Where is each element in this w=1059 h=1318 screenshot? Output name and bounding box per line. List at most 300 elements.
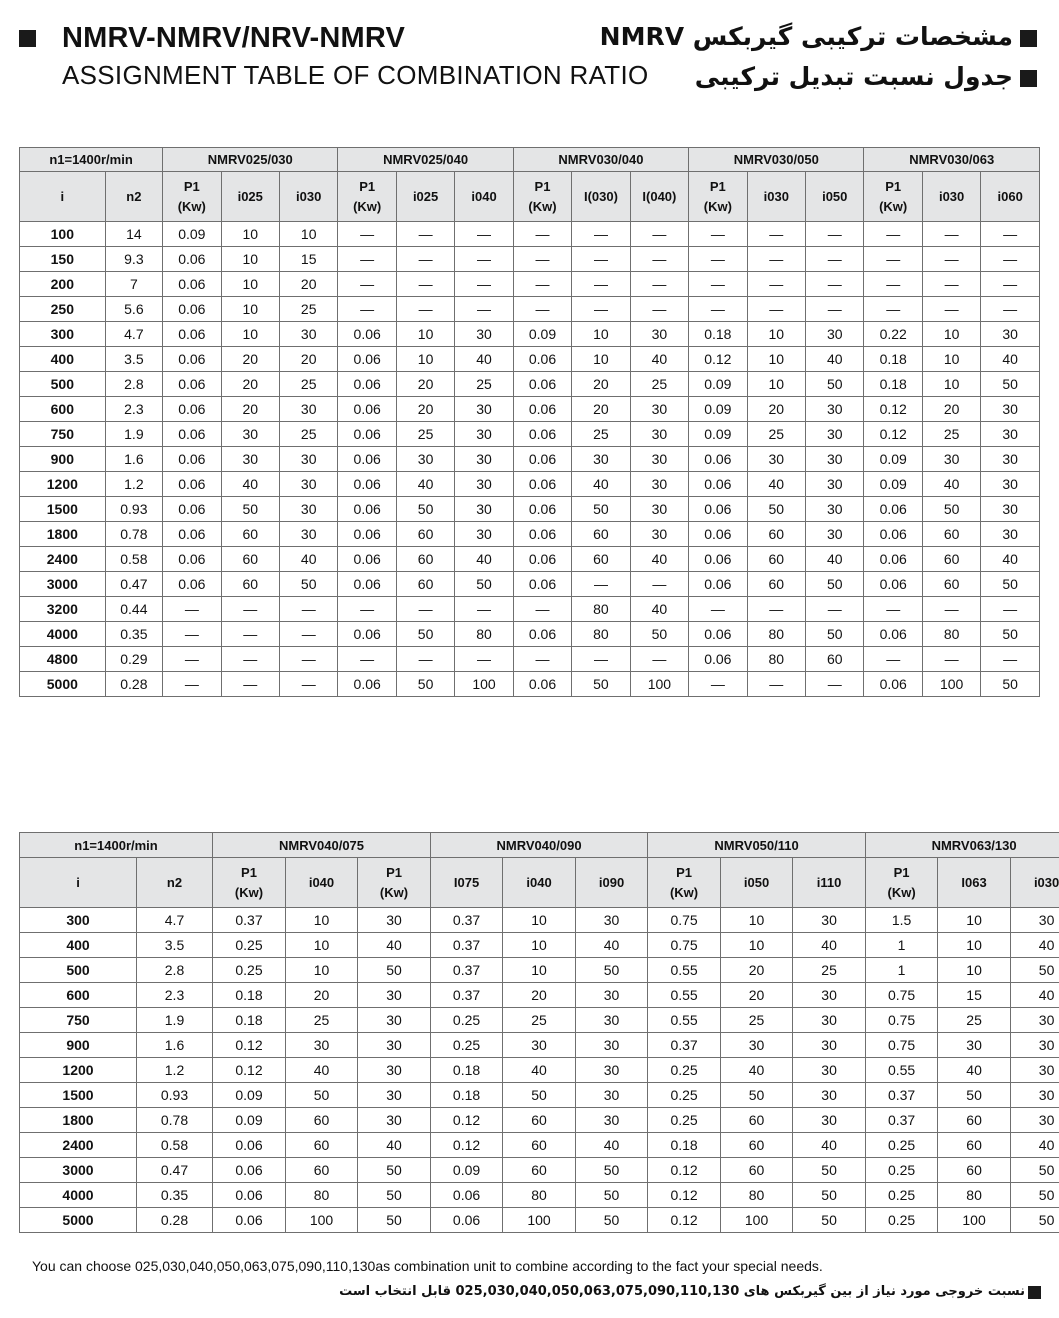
table-cell: —: [981, 272, 1040, 297]
ratio-cell: 4800: [20, 647, 106, 672]
combination-ratio-table-2: [19, 832, 1059, 1233]
table-cell: 0.06: [513, 497, 571, 522]
table-cell: 10: [572, 347, 630, 372]
table-cell: 60: [503, 1158, 576, 1183]
table-cell: 20: [221, 372, 279, 397]
table-row: [20, 297, 1040, 322]
table-cell: 60: [503, 1133, 576, 1158]
table-row: [20, 447, 1040, 472]
table-cell: 0.06: [163, 547, 221, 572]
table-cell: 60: [721, 1133, 793, 1158]
table-cell: 10: [221, 297, 279, 322]
table-cell: —: [747, 597, 805, 622]
table-cell: 0.55: [648, 1008, 721, 1033]
table-cell: 0.25: [431, 1033, 503, 1058]
table-cell: —: [572, 222, 630, 247]
output-speed-cell: 0.29: [105, 647, 162, 672]
table-cell: —: [513, 597, 571, 622]
table-cell: 0.18: [431, 1058, 503, 1083]
table-cell: 0.06: [163, 397, 221, 422]
table-row: [20, 372, 1040, 397]
table-row: [20, 1033, 1059, 1058]
table-cell: 0.25: [866, 1133, 938, 1158]
sub-column-header: I(040): [630, 172, 688, 222]
table-cell: —: [455, 297, 513, 322]
ratio-cell: 500: [20, 372, 106, 397]
table-cell: 20: [572, 372, 630, 397]
table-cell: 1.5: [866, 908, 938, 933]
table-cell: —: [922, 647, 980, 672]
output-speed-cell: 9.3: [105, 247, 162, 272]
table-cell: 40: [503, 1058, 576, 1083]
table-row: [20, 347, 1040, 372]
table-cell: 30: [572, 447, 630, 472]
table-cell: 80: [286, 1183, 358, 1208]
output-speed-cell: 7: [105, 272, 162, 297]
table-cell: 40: [806, 547, 864, 572]
table-row: [20, 958, 1059, 983]
page-subtitle: ASSIGNMENT TABLE OF COMBINATION RATIO: [62, 60, 649, 90]
table-cell: —: [338, 597, 396, 622]
table-cell: —: [922, 247, 980, 272]
table-cell: 0.12: [864, 397, 922, 422]
table-cell: 30: [279, 447, 337, 472]
table-cell: —: [689, 297, 747, 322]
table-cell: —: [572, 572, 630, 597]
table-cell: 0.06: [513, 447, 571, 472]
table-cell: —: [981, 222, 1040, 247]
table-cell: 40: [747, 472, 805, 497]
table-cell: 0.06: [338, 397, 396, 422]
ratio-cell: 4000: [20, 1183, 137, 1208]
ratio-column-header: i: [20, 858, 137, 908]
table-cell: 30: [793, 1108, 866, 1133]
table-cell: —: [864, 247, 922, 272]
ratio-cell: 600: [20, 983, 137, 1008]
table-cell: —: [922, 222, 980, 247]
table-cell: 30: [221, 422, 279, 447]
ratio-cell: 2400: [20, 547, 106, 572]
table-cell: 10: [221, 322, 279, 347]
table-cell: —: [338, 247, 396, 272]
table-cell: 0.06: [163, 272, 221, 297]
table-cell: 50: [938, 1083, 1011, 1108]
table-cell: 10: [221, 272, 279, 297]
table-cell: —: [396, 247, 454, 272]
table-cell: 10: [286, 933, 358, 958]
table-row: [20, 522, 1040, 547]
table-cell: —: [981, 247, 1040, 272]
table-cell: 0.12: [213, 1058, 286, 1083]
table-cell: 30: [630, 447, 688, 472]
table-cell: 30: [630, 322, 688, 347]
table-cell: 10: [396, 347, 454, 372]
table-cell: —: [221, 647, 279, 672]
table-cell: 30: [806, 397, 864, 422]
table-cell: 0.09: [689, 422, 747, 447]
table-cell: 0.12: [431, 1133, 503, 1158]
table-cell: 0.25: [213, 933, 286, 958]
table-cell: —: [747, 272, 805, 297]
table-cell: 0.06: [513, 547, 571, 572]
table-cell: 0.25: [866, 1208, 938, 1233]
sub-column-header: i050: [806, 172, 864, 222]
table-row: [20, 472, 1040, 497]
table-cell: —: [864, 647, 922, 672]
table-cell: 40: [630, 597, 688, 622]
table-cell: —: [981, 647, 1040, 672]
table-cell: —: [864, 222, 922, 247]
table-cell: 30: [358, 908, 431, 933]
table-cell: 30: [455, 497, 513, 522]
table-cell: 0.06: [513, 372, 571, 397]
table-cell: —: [338, 272, 396, 297]
table-cell: 30: [630, 497, 688, 522]
table-cell: 50: [1011, 1158, 1059, 1183]
table-cell: 100: [286, 1208, 358, 1233]
table-cell: 30: [576, 908, 648, 933]
table-cell: —: [455, 647, 513, 672]
table-cell: 40: [279, 547, 337, 572]
fa-footer-note: نسبت خروجی مورد نیاز از بین گیربکس های 025,030,040,050,063,075,090,110,130 قابل انتخاب است: [339, 1284, 1025, 1299]
table-cell: 30: [630, 422, 688, 447]
output-speed-cell: 14: [105, 222, 162, 247]
table-cell: 0.06: [338, 472, 396, 497]
ratio-cell: 300: [20, 908, 137, 933]
table-cell: 50: [981, 672, 1040, 697]
output-speed-cell: 0.47: [105, 572, 162, 597]
table-cell: 60: [286, 1108, 358, 1133]
table-cell: 40: [1011, 1133, 1059, 1158]
table-cell: —: [455, 597, 513, 622]
table-cell: 20: [396, 372, 454, 397]
table-cell: —: [513, 222, 571, 247]
table-cell: 0.06: [864, 622, 922, 647]
output-speed-cell: 1.6: [137, 1033, 213, 1058]
table-cell: 0.09: [864, 447, 922, 472]
table-cell: 80: [747, 622, 805, 647]
table-cell: 0.37: [866, 1108, 938, 1133]
table-cell: 50: [358, 1158, 431, 1183]
table-cell: 40: [630, 347, 688, 372]
table-cell: 0.06: [338, 347, 396, 372]
table-cell: —: [572, 247, 630, 272]
table-cell: 60: [286, 1158, 358, 1183]
table-cell: 30: [630, 397, 688, 422]
combination-ratio-table-1: [19, 147, 1040, 697]
table-cell: 30: [793, 908, 866, 933]
output-speed-cell: 0.28: [137, 1208, 213, 1233]
table-cell: —: [163, 597, 221, 622]
table-cell: —: [163, 647, 221, 672]
table-row: [20, 597, 1040, 622]
table-cell: 30: [279, 472, 337, 497]
table-cell: 80: [747, 647, 805, 672]
table-cell: 20: [747, 397, 805, 422]
table-cell: 50: [981, 622, 1040, 647]
table-cell: —: [689, 247, 747, 272]
ratio-cell: 400: [20, 933, 137, 958]
table-cell: 1: [866, 933, 938, 958]
table-cell: 10: [286, 958, 358, 983]
ratio-cell: 2400: [20, 1133, 137, 1158]
table-cell: 10: [922, 322, 980, 347]
table-cell: 30: [455, 322, 513, 347]
sub-column-header: i025: [396, 172, 454, 222]
table-cell: 0.06: [689, 547, 747, 572]
table-cell: 30: [938, 1033, 1011, 1058]
table-cell: 50: [503, 1083, 576, 1108]
table-cell: 20: [503, 983, 576, 1008]
ratio-cell: 900: [20, 447, 106, 472]
table-cell: 60: [572, 547, 630, 572]
sub-column-header: i030: [279, 172, 337, 222]
table-cell: 0.06: [338, 547, 396, 572]
ratio-cell: 100: [20, 222, 106, 247]
table-row: [20, 572, 1040, 597]
output-speed-cell: 0.78: [137, 1108, 213, 1133]
table-cell: —: [572, 647, 630, 672]
table-cell: 0.06: [163, 522, 221, 547]
table-cell: 30: [576, 983, 648, 1008]
table-cell: —: [806, 597, 864, 622]
fa-note-bullet-square: [1028, 1286, 1041, 1299]
table-cell: 30: [279, 397, 337, 422]
table-cell: —: [747, 297, 805, 322]
table-cell: 0.37: [431, 933, 503, 958]
table-cell: 40: [793, 933, 866, 958]
ratio-cell: 750: [20, 422, 106, 447]
table-cell: 0.09: [163, 222, 221, 247]
table-cell: 50: [576, 1183, 648, 1208]
table-cell: 60: [396, 572, 454, 597]
header-row-columns: [20, 172, 1040, 222]
table-cell: —: [221, 622, 279, 647]
table-cell: 0.06: [513, 572, 571, 597]
table-cell: 30: [358, 1058, 431, 1083]
table-cell: 40: [922, 472, 980, 497]
table-cell: 0.06: [513, 672, 571, 697]
table-cell: 0.18: [689, 322, 747, 347]
table-cell: 80: [455, 622, 513, 647]
output-speed-cell: 1.2: [105, 472, 162, 497]
table-cell: 100: [721, 1208, 793, 1233]
table-cell: 60: [922, 522, 980, 547]
table-cell: 0.18: [213, 983, 286, 1008]
table-cell: 0.75: [648, 933, 721, 958]
table-cell: 100: [630, 672, 688, 697]
table-cell: 60: [221, 572, 279, 597]
table-cell: 50: [793, 1208, 866, 1233]
sub-column-header: P1 (Kw): [648, 858, 721, 908]
table-cell: 30: [806, 447, 864, 472]
table-cell: 30: [279, 322, 337, 347]
output-speed-cell: 4.7: [137, 908, 213, 933]
table-row: [20, 672, 1040, 697]
table-cell: 60: [572, 522, 630, 547]
header-row-groups: [20, 148, 1040, 172]
sub-column-header: P1 (Kw): [163, 172, 221, 222]
table-cell: 50: [358, 1208, 431, 1233]
table-cell: 50: [576, 1158, 648, 1183]
table-cell: 0.06: [163, 472, 221, 497]
table-cell: 30: [981, 397, 1040, 422]
sub-column-header: i040: [503, 858, 576, 908]
table-row: [20, 1158, 1059, 1183]
table-row: [20, 647, 1040, 672]
output-speed-cell: 1.9: [105, 422, 162, 447]
ratio-cell: 1800: [20, 1108, 137, 1133]
output-speed-cell: 0.44: [105, 597, 162, 622]
table-cell: 30: [396, 447, 454, 472]
table-cell: 0.12: [864, 422, 922, 447]
sub-column-header: I063: [938, 858, 1011, 908]
table-cell: —: [630, 647, 688, 672]
output-speed-cell: 4.7: [105, 322, 162, 347]
ratio-cell: 3200: [20, 597, 106, 622]
table-cell: 20: [221, 347, 279, 372]
table-cell: 25: [396, 422, 454, 447]
sub-column-header: I075: [431, 858, 503, 908]
ratio-column-header: i: [20, 172, 106, 222]
table-cell: —: [630, 572, 688, 597]
output-speed-cell: 0.47: [137, 1158, 213, 1183]
table-cell: 0.18: [431, 1083, 503, 1108]
table-cell: 100: [938, 1208, 1011, 1233]
table-cell: 10: [922, 372, 980, 397]
table-cell: 30: [221, 447, 279, 472]
table-cell: —: [455, 247, 513, 272]
table-cell: —: [981, 597, 1040, 622]
table-cell: —: [338, 222, 396, 247]
table-cell: 0.06: [513, 422, 571, 447]
table-cell: 80: [922, 622, 980, 647]
table-cell: —: [747, 247, 805, 272]
table-cell: 0.06: [213, 1133, 286, 1158]
table-cell: —: [630, 272, 688, 297]
sub-column-header: P1 (Kw): [864, 172, 922, 222]
table-row: [20, 247, 1040, 272]
table-cell: —: [922, 297, 980, 322]
table-cell: 0.75: [866, 983, 938, 1008]
table-cell: 0.06: [689, 472, 747, 497]
table-cell: 10: [279, 222, 337, 247]
table-cell: 25: [279, 422, 337, 447]
table-cell: 30: [1011, 1008, 1059, 1033]
table-cell: 0.06: [338, 522, 396, 547]
table-cell: 0.06: [163, 297, 221, 322]
sub-column-header: i060: [981, 172, 1040, 222]
table-cell: 0.06: [689, 447, 747, 472]
table-cell: 10: [503, 908, 576, 933]
table-cell: —: [572, 297, 630, 322]
table-cell: 30: [1011, 1108, 1059, 1133]
output-speed-cell: 0.93: [105, 497, 162, 522]
table-cell: 10: [747, 372, 805, 397]
table-cell: 60: [721, 1158, 793, 1183]
table-cell: 0.06: [163, 347, 221, 372]
table-cell: 25: [455, 372, 513, 397]
table-cell: 0.06: [689, 497, 747, 522]
table-cell: 0.25: [648, 1058, 721, 1083]
table-cell: 30: [1011, 1083, 1059, 1108]
table-cell: 0.06: [213, 1208, 286, 1233]
table-cell: 0.06: [338, 672, 396, 697]
table-cell: 50: [396, 497, 454, 522]
table-cell: 0.06: [163, 572, 221, 597]
table-cell: 0.09: [213, 1083, 286, 1108]
table-cell: —: [630, 222, 688, 247]
sub-column-header: i030: [1011, 858, 1059, 908]
table-cell: 30: [503, 1033, 576, 1058]
ratio-cell: 5000: [20, 1208, 137, 1233]
table-cell: 30: [806, 422, 864, 447]
table-cell: —: [513, 247, 571, 272]
table-cell: 50: [279, 572, 337, 597]
table-cell: 40: [576, 1133, 648, 1158]
sub-column-header: i030: [747, 172, 805, 222]
group-header: NMRV030/040: [513, 148, 688, 172]
table-cell: 0.06: [163, 447, 221, 472]
table-cell: —: [864, 597, 922, 622]
table-row: [20, 1058, 1059, 1083]
table-cell: 25: [279, 297, 337, 322]
table-cell: 0.06: [513, 397, 571, 422]
table-cell: —: [513, 272, 571, 297]
table-cell: 0.06: [864, 572, 922, 597]
table-cell: 0.37: [431, 983, 503, 1008]
ratio-cell: 400: [20, 347, 106, 372]
ratio-cell: 500: [20, 958, 137, 983]
table-cell: 0.06: [689, 572, 747, 597]
table-cell: 0.18: [864, 372, 922, 397]
table-cell: 30: [286, 1033, 358, 1058]
table-cell: 0.09: [689, 372, 747, 397]
table-cell: —: [806, 672, 864, 697]
table-row: [20, 1083, 1059, 1108]
table-cell: 20: [286, 983, 358, 1008]
table-cell: 80: [721, 1183, 793, 1208]
table-cell: 25: [793, 958, 866, 983]
table-cell: 80: [572, 597, 630, 622]
ratio-cell: 200: [20, 272, 106, 297]
table-row: [20, 933, 1059, 958]
table-cell: 50: [576, 958, 648, 983]
table-cell: 60: [221, 547, 279, 572]
sub-column-header: P1 (Kw): [689, 172, 747, 222]
group-header: NMRV050/110: [648, 833, 866, 858]
table-cell: —: [455, 272, 513, 297]
output-speed-cell: 0.58: [105, 547, 162, 572]
table-cell: 100: [455, 672, 513, 697]
table-cell: 60: [922, 547, 980, 572]
group-header: NMRV025/040: [338, 148, 513, 172]
table-row: [20, 272, 1040, 297]
table-cell: 1: [866, 958, 938, 983]
group-header: NMRV040/075: [213, 833, 431, 858]
table-cell: 10: [747, 322, 805, 347]
table-cell: 50: [793, 1183, 866, 1208]
table-cell: 40: [1011, 983, 1059, 1008]
table-cell: 25: [922, 422, 980, 447]
table-cell: 0.06: [338, 497, 396, 522]
table-cell: —: [806, 222, 864, 247]
table-cell: 0.06: [864, 497, 922, 522]
title-bullet-square: [19, 30, 36, 47]
table-cell: 20: [721, 958, 793, 983]
table-cell: 10: [221, 222, 279, 247]
table-cell: 60: [806, 647, 864, 672]
